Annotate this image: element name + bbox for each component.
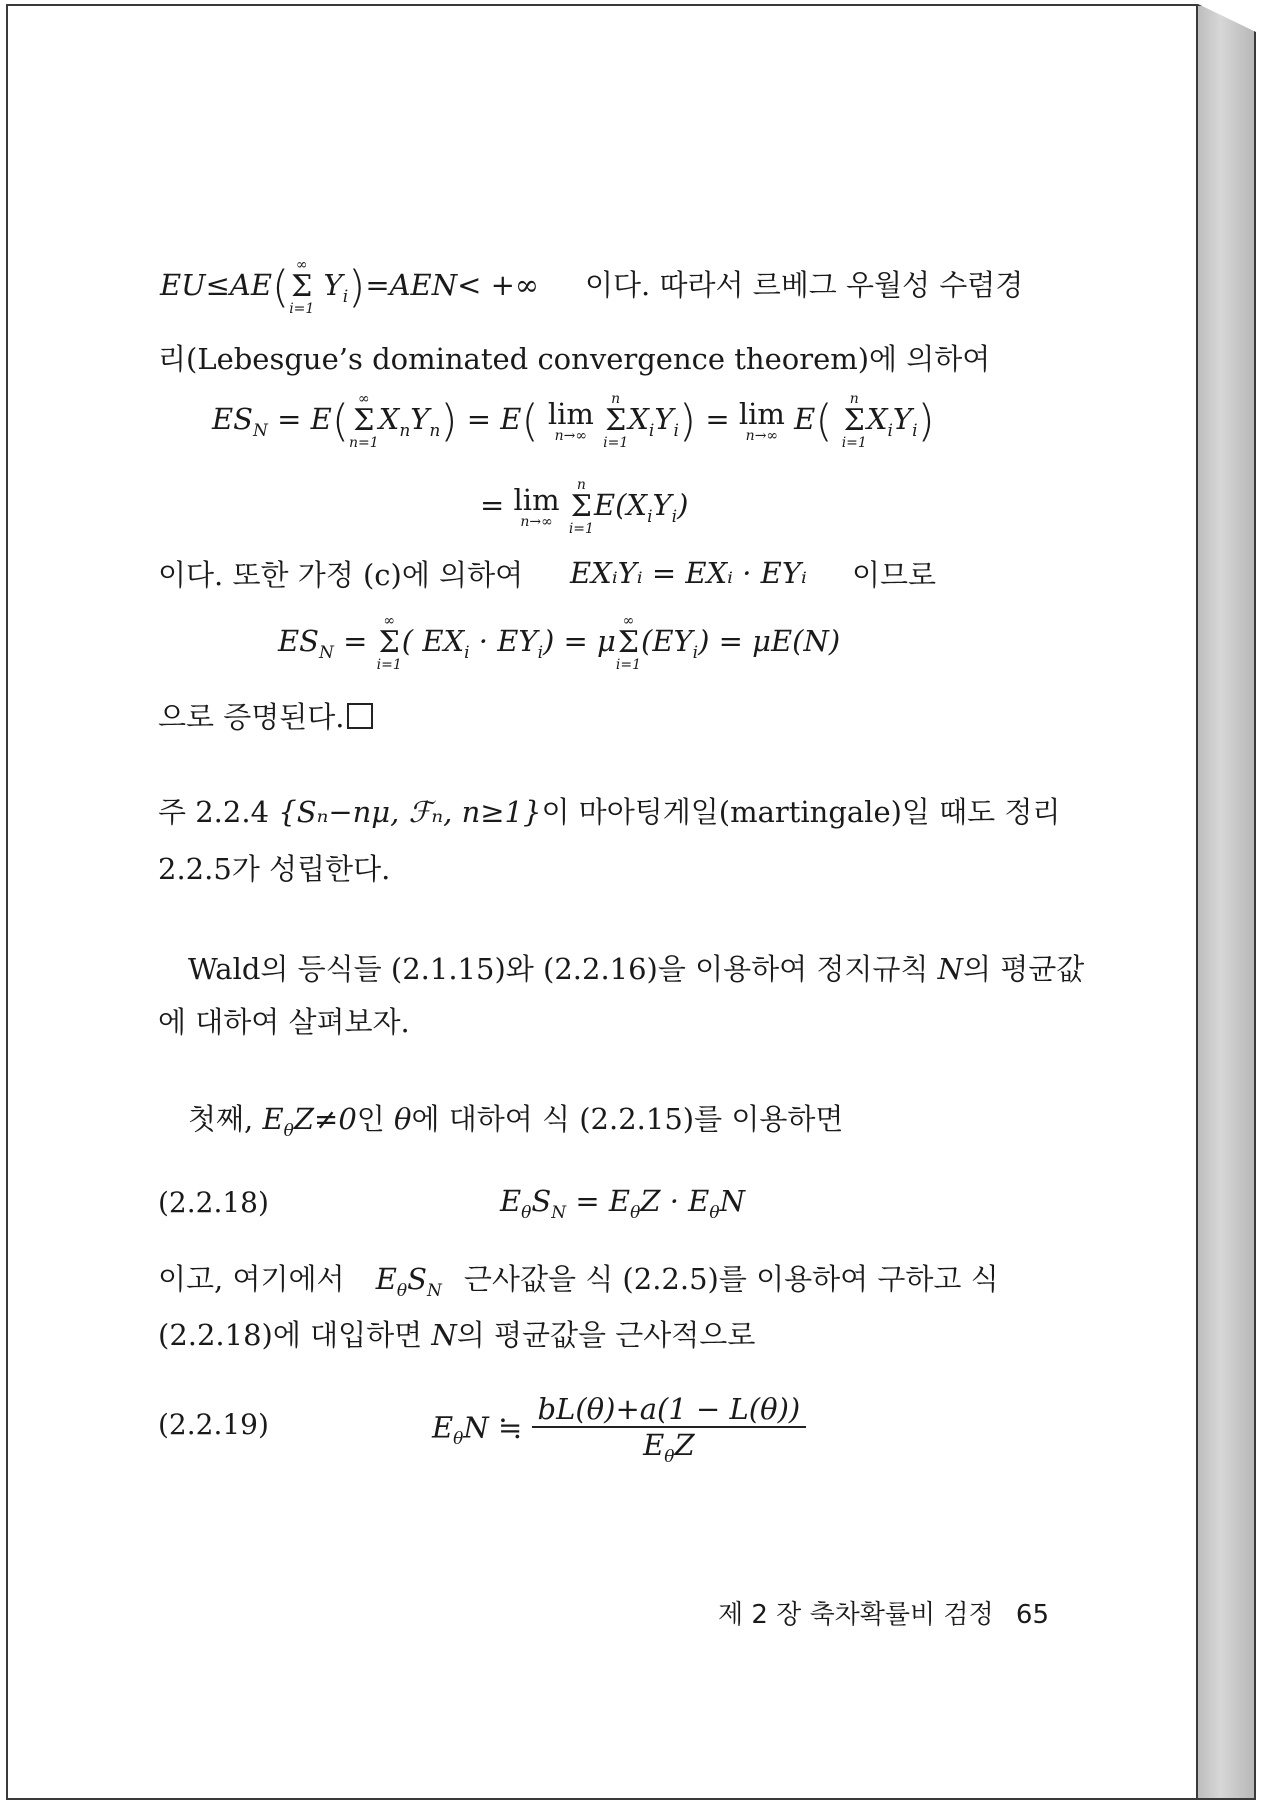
equation-number-2-2-18: (2.2.18) bbox=[158, 1186, 269, 1219]
text-line-4 bbox=[158, 700, 373, 735]
approx-term: $E_\theta S_N$ bbox=[375, 1262, 442, 1301]
first-tail: 에 대하여 식 (2.2.15)를 이용하면 bbox=[411, 1102, 844, 1136]
after18-b: 근사값을 식 (2.2.5)를 이용하여 구하고 식 bbox=[463, 1262, 999, 1296]
wald-n: N bbox=[937, 952, 964, 986]
proof-end-text: 으로 증명된다. bbox=[158, 700, 345, 734]
text-line-2: 리(Lebesgue’s dominated convergence theorem)에 의하여 bbox=[158, 342, 991, 376]
note-label: 주 2.2.4 bbox=[158, 795, 270, 829]
chapter-title: 제 2 장 축차확률비 검정 bbox=[718, 1600, 994, 1630]
wald-paragraph-line-2: 에 대하여 살펴보자. bbox=[158, 1005, 410, 1039]
running-footer bbox=[718, 1594, 1049, 1631]
first-label: 첫째, bbox=[188, 1102, 254, 1136]
wald-tail: 의 평균값 bbox=[963, 952, 1085, 986]
fraction bbox=[532, 1392, 807, 1467]
after18-c: (2.2.18)에 대입하면 bbox=[158, 1318, 423, 1352]
first-case-line bbox=[188, 1102, 843, 1141]
fraction-numerator: bL(θ)+a(1 − L(θ)) bbox=[532, 1392, 807, 1428]
wald-text: Wald의 등식들 (2.1.15)와 (2.2.16)을 이용하여 정지규칙 bbox=[188, 952, 929, 986]
text-line-1: 이다. 따라서 르베그 우월성 수렴경 bbox=[585, 268, 1024, 302]
equation-number-2-2-19: (2.2.19) bbox=[158, 1408, 269, 1441]
note-set: {Sₙ−nμ, ℱₙ, n≥1} bbox=[278, 795, 542, 829]
equation-2-2-19: $E_\theta N$ ≒ $\frac{bL(\theta)+a(1 - L(\theta))}{E_\theta Z}$ bbox=[432, 1392, 806, 1467]
after-18-line-2 bbox=[158, 1318, 755, 1353]
page-number: 65 bbox=[1015, 1600, 1050, 1630]
n-symbol: N bbox=[431, 1318, 457, 1352]
after18-d: 의 평균값을 근사적으로 bbox=[456, 1318, 756, 1352]
equation-esn-limit: $ES_N = E$( ∞ Σ n=1 $X_nY_n) = E$( lim n→∞ n Σ i=1 $X_iY_i) = \lim$ n→∞ E( n Σ i=1 $X_iY_i$) bbox=[212, 391, 935, 451]
text-line-3-tail: 이므로 bbox=[852, 558, 937, 592]
first-condition: $E_\theta Z\ne 0$ bbox=[262, 1102, 357, 1141]
equation-eu-bound: EU≤AE( ∞ Σ i=1 $Y_i)=AEN<$ +∞ bbox=[160, 257, 540, 317]
note-2-2-4 bbox=[158, 795, 1060, 830]
first-in: 인 bbox=[356, 1102, 385, 1136]
after-18-line-1 bbox=[158, 1262, 999, 1301]
qed-box-icon bbox=[347, 703, 373, 729]
equation-2-2-18: $E_\theta S_N = E_\theta Z \cdot E_\theta N$ bbox=[500, 1184, 745, 1223]
note-text: 이 마아팅게일(martingale)일 때도 정리 bbox=[541, 795, 1061, 829]
text-line-3: 이다. 또한 가정 (c)에 의하여 bbox=[158, 558, 524, 592]
equation-independence: EXᵢYᵢ = EXᵢ · EYᵢ bbox=[570, 556, 807, 590]
note-2-2-4-line-2: 2.2.5가 성립한다. bbox=[158, 852, 391, 886]
equation-esn-sum: = lim n→∞ n Σ i=1 $E(X_iY_i)$ bbox=[480, 477, 689, 537]
fraction-denominator: $E_\theta Z$ bbox=[643, 1428, 695, 1467]
equation-esn-mu: $ES_N$ = ∞ Σ i=1 ( $EX_i \cdot EY_i) = \mu$ ∞ Σ i=1 $(EY_i) = \mu E(N)$ bbox=[278, 613, 841, 673]
wald-paragraph-line-1 bbox=[188, 952, 1084, 987]
theta-symbol: θ bbox=[394, 1102, 412, 1136]
after18-a: 이고, 여기에서 bbox=[158, 1262, 345, 1296]
